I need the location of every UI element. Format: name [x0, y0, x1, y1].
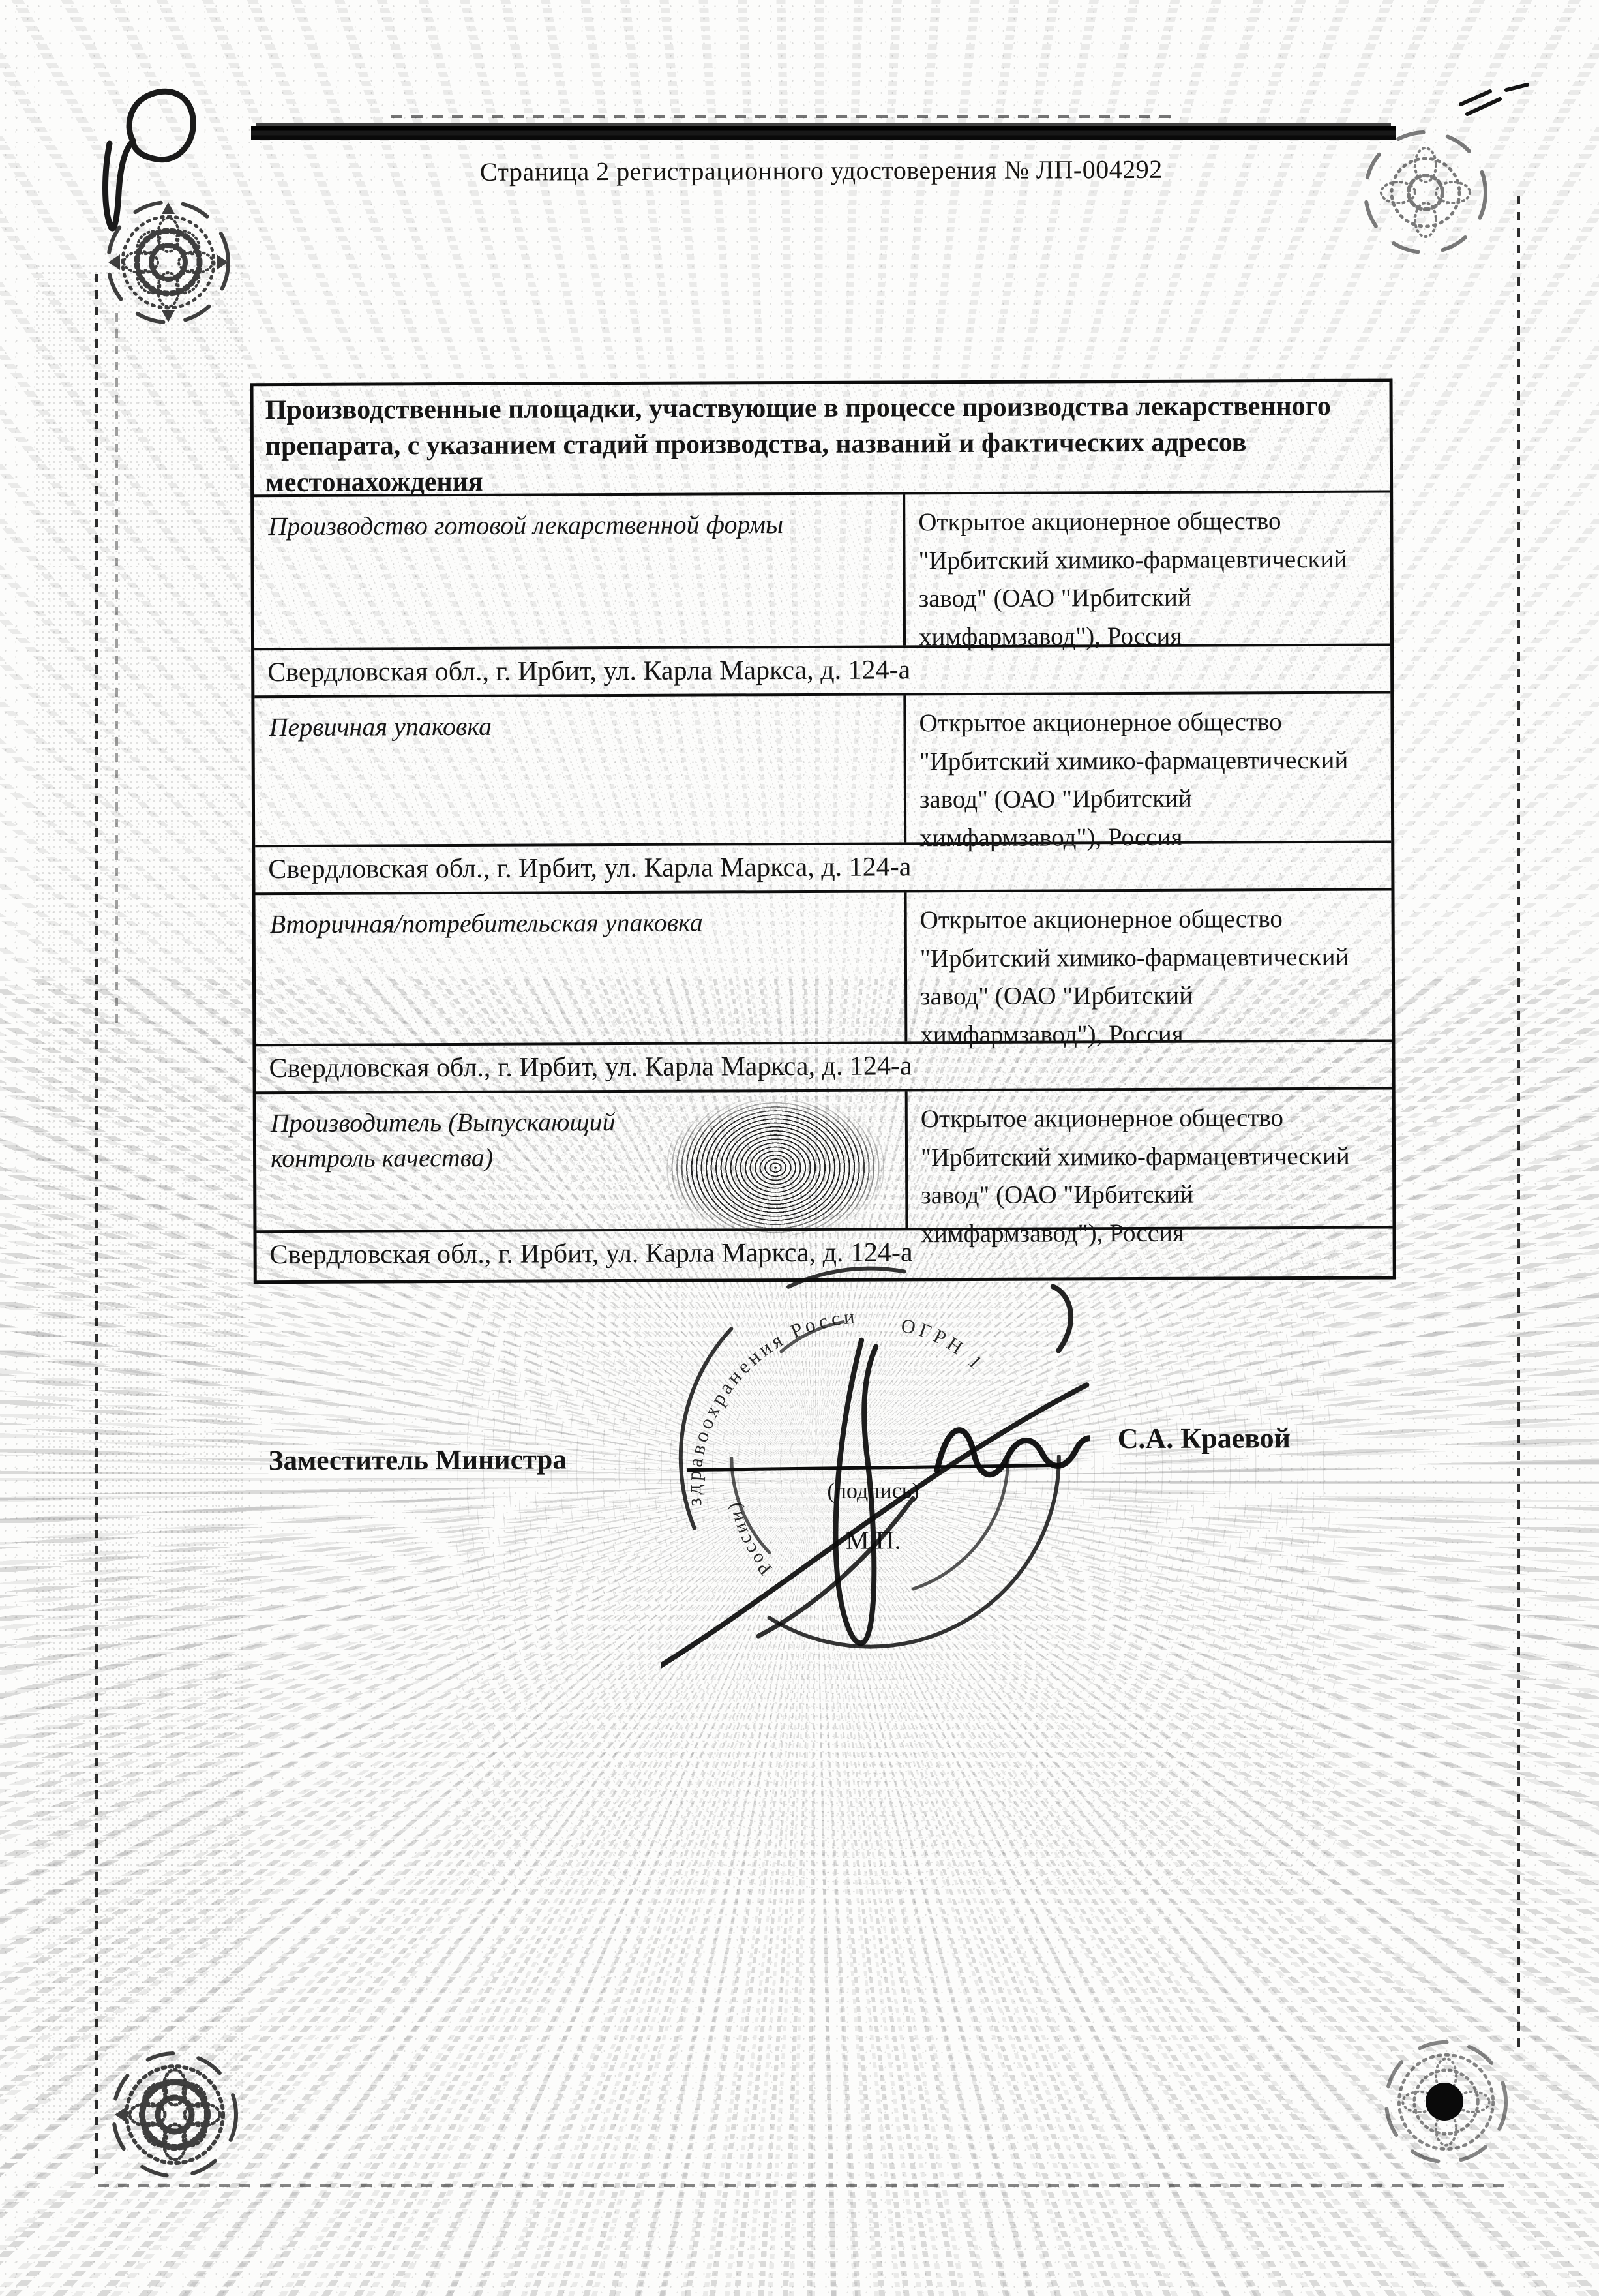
table-header-cell: Производственные площадки, участвующие в процессе производства лекарственного препарата, с указанием стадий производства, названий и фактических адресов местонахождения	[254, 382, 1390, 498]
stage-cell: Первичная упаковка	[269, 711, 492, 742]
table-row-secondary-packaging	[256, 891, 1392, 1047]
address-row: Свердловская обл., г. Ирбит, ул. Карла Маркса, д. 124-а	[255, 843, 1391, 896]
svg-text:здравоохранения Росси	[681, 1305, 859, 1507]
stamp-arc-text-outer: здравоохранения Росси	[682, 1305, 859, 1507]
signatory-title: Заместитель Министра	[268, 1444, 567, 1477]
address-row: Свердловская обл., г. Ирбит, ул. Карла Маркса, д. 124-а	[256, 1042, 1392, 1095]
svg-text:ОГРН 1	[899, 1314, 989, 1376]
page-header-line: Страница 2 регистрационного удостоверения № ЛП-004292	[479, 154, 1163, 187]
manufacturer-cell: Открытое акционерное общество "Ирбитский химико-фармацевтический завод" (ОАО "Ирбитский химфармзавод"), Россия	[903, 493, 1390, 646]
address-row: Свердловская обл., г. Ирбит, ул. Карла Маркса, д. 124-а	[269, 1237, 913, 1271]
manufacturer-cell: Открытое акционерное общество "Ирбитский химико-фармацевтический завод" (ОАО "Ирбитский химфармзавод"), Россия	[904, 891, 1392, 1042]
stamp-arc-text-left: России)	[723, 1499, 776, 1579]
table-row-finished-form	[254, 493, 1390, 651]
ink-dot	[1426, 2083, 1463, 2121]
ministry-stamp	[659, 1251, 1092, 1710]
stage-cell: Производитель (Выпускающий контроль качества)	[270, 1107, 616, 1173]
signature-caption: (подпись)	[827, 1479, 919, 1503]
manufacturer-cell: Открытое акционерное общество "Ирбитский химико-фармацевтический завод" (ОАО "Ирбитский химфармзавод"), Россия	[903, 694, 1391, 843]
seal-place-mark: М.П.	[845, 1525, 901, 1555]
scan-swirl-artifact	[666, 1100, 885, 1236]
stamp-arc-text-inner: ОГРН 1	[899, 1314, 989, 1376]
signature-stroke	[659, 1286, 1092, 1674]
table-row-primary-packaging	[254, 694, 1391, 852]
signatory-name: С.А. Краевой	[1117, 1422, 1291, 1455]
address-row: Свердловская обл., г. Ирбит, ул. Карла Маркса, д. 124-а	[254, 646, 1390, 699]
stage-cell: Вторичная/потребительская упаковка	[269, 907, 703, 939]
stage-cell: Производство готовой лекарственной формы	[268, 509, 784, 541]
manufacturer-cell: Открытое акционерное общество "Ирбитский химико-фармацевтический завод" (ОАО "Ирбитский химфармзавод"), Россия	[905, 1090, 1393, 1228]
svg-text:России)	[723, 1499, 776, 1579]
